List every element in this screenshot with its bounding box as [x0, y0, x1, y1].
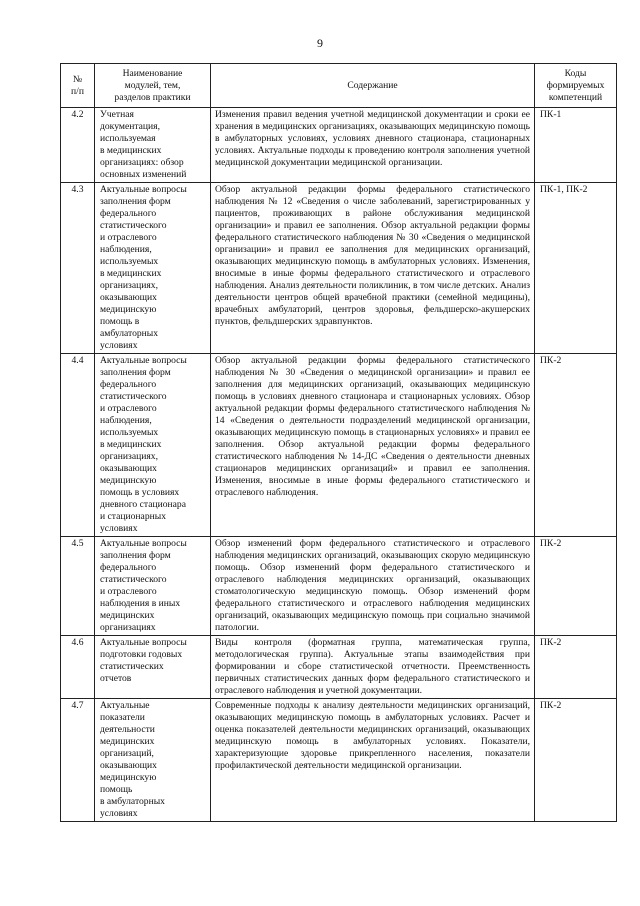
row-competence-codes: ПК-2: [535, 699, 617, 822]
table-row: [61, 699, 617, 822]
curriculum-table: [60, 63, 617, 822]
row-content: Изменения правил ведения учетной медицинской документации и сроки ее хранения в медицинских организациях, оказывающих медицинскую помощь в амбулаторных условиях, условиях дневного стационара, стационарных условиях. Актуальные подходы к проведению контроля заполнения учетной медицинской документации медицинской организации.: [211, 108, 535, 183]
row-module-name: Актуальные вопросы заполнения форм федерального статистического и отраслевого наблюдения в иных медицинских организациях: [95, 537, 211, 636]
page-number: 9: [317, 36, 323, 50]
row-competence-codes: ПК-1, ПК-2: [535, 183, 617, 354]
row-number: 4.6: [61, 636, 95, 699]
header-module-name: Наименование модулей, тем, разделов практики: [95, 64, 211, 108]
table-row: [61, 537, 617, 636]
table-header-row: [61, 64, 617, 108]
row-module-name: Актуальные показатели деятельности медицинских организаций, оказывающих медицинскую помощь в амбулаторных условиях: [95, 699, 211, 822]
row-content: Обзор изменений форм федерального статистического и отраслевого наблюдения медицинских организаций, оказывающих скорую медицинскую помощь. Обзор изменений форм федерального статистического и отраслевого наблюдения медицинских организаций, оказывающих стоматологическую медицинскую помощь. Обзор изменений форм федерального статистического и отраслевого наблюдения медицинских организаций, оказывающих медицинскую помощь при социально значимой патологии.: [211, 537, 535, 636]
header-content: Содержание: [211, 64, 535, 108]
row-number: 4.2: [61, 108, 95, 183]
row-competence-codes: ПК-2: [535, 354, 617, 537]
row-content: Современные подходы к анализу деятельности медицинских организаций, оказывающих медицинскую помощь в амбулаторных условиях. Расчет и оценка показателей деятельности медицинских организаций, оказывающих медицинскую помощь в амбулаторных условиях. Показатели, характеризующие здоровье прикрепленного населения, показатели профилактической деятельности медицинской организации.: [211, 699, 535, 822]
row-content: Обзор актуальной редакции формы федерального статистического наблюдения № 30 «Сведения о медицинской организации» и правил ее заполнения для медицинских организаций, оказывающих медицинскую помощь в условиях дневного стационара и стационарных условиях. Обзор актуальной редакции формы федерального статистического наблюдения № 14 «Сведения о деятельности подразделений медицинской организации, оказывающих медицинскую помощь в стационарных условиях» и правил ее заполнения. Обзор актуальной редакции формы федерального статистического наблюдения № 14-ДС «Сведения о деятельности дневных стационаров медицинских организаций» и правил ее заполнения. Изменения, вносимые в иные формы федерального статистического и отраслевого наблюдения.: [211, 354, 535, 537]
row-number: 4.4: [61, 354, 95, 537]
row-module-name: Актуальные вопросы заполнения форм федерального статистического и отраслевого наблюдения, используемых в медицинских организациях, оказывающих медицинскую помощь в амбулаторных условиях: [95, 183, 211, 354]
row-number: 4.5: [61, 537, 95, 636]
row-competence-codes: ПК-1: [535, 108, 617, 183]
header-number: № п/п: [61, 64, 95, 108]
header-competence-codes: Коды формируемых компетенций: [535, 64, 617, 108]
table-row: [61, 636, 617, 699]
row-module-name: Учетная документация, используемая в медицинских организациях: обзор основных изменений: [95, 108, 211, 183]
row-number: 4.7: [61, 699, 95, 822]
table-row: [61, 108, 617, 183]
row-content: Виды контроля (форматная группа, математическая группа, методологическая группа). Актуальные этапы взаимодействия при формировании и сборе статистической отчетности. Преемственность первичных статистических данных форм федерального статистического и отраслевого наблюдения и учетной документации.: [211, 636, 535, 699]
table-row: [61, 354, 617, 537]
row-competence-codes: ПК-2: [535, 537, 617, 636]
row-module-name: Актуальные вопросы подготовки годовых статистических отчетов: [95, 636, 211, 699]
row-number: 4.3: [61, 183, 95, 354]
row-competence-codes: ПК-2: [535, 636, 617, 699]
row-module-name: Актуальные вопросы заполнения форм федерального статистического и отраслевого наблюдения, используемых в медицинских организациях, оказывающих медицинскую помощь в условиях дневного стационара и стационарных условиях: [95, 354, 211, 537]
row-content: Обзор актуальной редакции формы федерального статистического наблюдения № 12 «Сведения о числе заболеваний, зарегистрированных у пациентов, проживающих в районе обслуживания медицинской организации» и правил ее заполнения. Обзор актуальной редакции формы федерального статистического наблюдения № 30 «Сведения о медицинской организации» и правил ее заполнения для медицинских организаций, оказывающих медицинскую помощь в амбулаторных условиях. Изменения, вносимые в иные формы федерального статистического и отраслевого наблюдения. Анализ деятельности поликлиник, в том числе детских. Анализ деятельности центров общей врачебной практики (семейной медицины), врачебных амбулаторий, центров здоровья, фельдшерско-акушерских пунктов, фельдшерских здравпунктов.: [211, 183, 535, 354]
table-row: [61, 183, 617, 354]
